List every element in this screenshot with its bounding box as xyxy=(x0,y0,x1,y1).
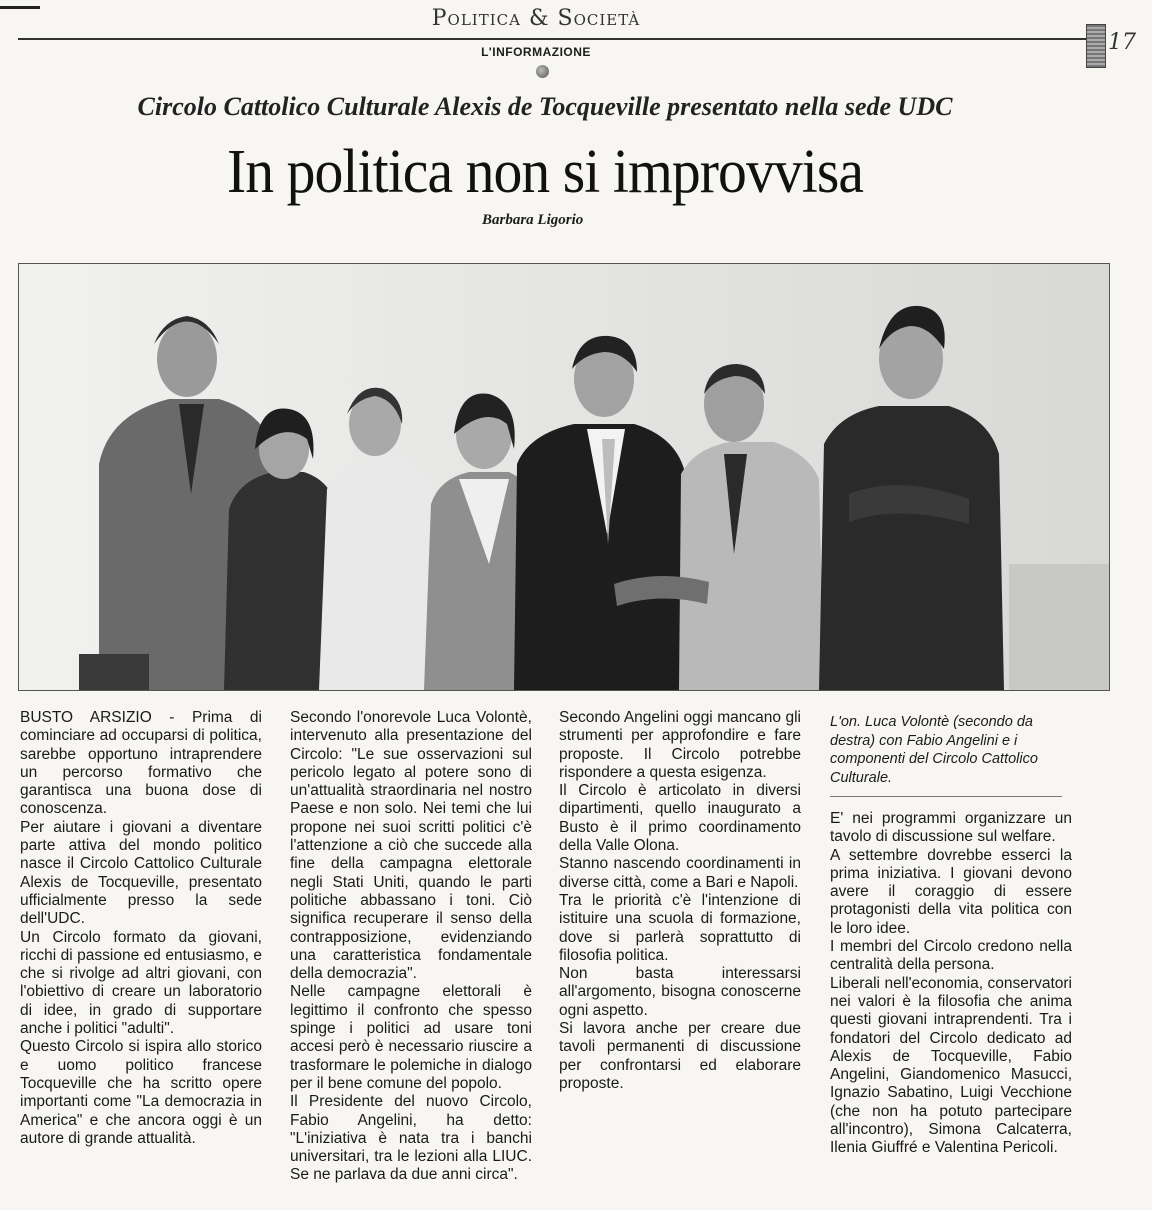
paragraph: E' nei programmi organizzare un tavolo di discussione sul welfare. xyxy=(830,810,1072,846)
paragraph: Stanno nascendo coordinamenti in diverse città, come a Bari e Napoli. xyxy=(559,855,801,891)
paragraph: Un Circolo formato da giovani, ricchi di passione ed entusiasmo, e che si rivolge ad altri giovani, con l'obiettivo di creare un laboratorio di idee, in grado di supportare anche i politici "adulti". xyxy=(20,928,262,1038)
article-byline: Barbara Ligorio xyxy=(482,212,584,228)
paragraph: Non basta interessarsi all'argomento, bisogna conoscerne ogni aspetto. xyxy=(559,965,801,1019)
page-marker xyxy=(1086,24,1106,68)
photo-caption: L'on. Luca Volontè (secondo da destra) con Fabio Angelini e i componenti del Circolo Cattolico Culturale. xyxy=(830,714,1038,786)
article-column-4 xyxy=(830,810,1072,1158)
page-number: 17 xyxy=(1108,30,1136,55)
paragraph: Secondo l'onorevole Luca Volontè, intervenuto alla presentazione del Circolo: "Le sue osservazioni sul pericolo legato al potere sono di un'attualità straordinaria nel nostro Paese e non solo. Nei temi che lui propone nei suoi scritti politici c'è l'attenzione a ciò che succede alla fine della campagna elettorale negli Stati Uniti, quando le parti politiche abbassano i toni. Ciò significa recuperare il senso della contrapposizione, evidenziando una caratteristica fondamentale della democrazia". xyxy=(290,709,532,983)
paragraph: Questo Circolo si ispira allo storico e uomo politico francese Tocqueville che ha scritto opere importanti come "La democrazia in America" e che ancora oggi è un autore di grande attualità. xyxy=(20,1038,262,1147)
article-column-3 xyxy=(559,709,801,1093)
paragraph: Nelle campagne elettorali è legittimo il confronto che spesso spinge i politici ad usare toni accesi però è necessario riuscire a trasformare le polemiche in dialogo per il bene comune del popolo. xyxy=(290,983,532,1092)
section-title: Politica & Società xyxy=(431,6,641,31)
article-kicker: Circolo Cattolico Culturale Alexis de Tocqueville presentato nella sede UDC xyxy=(137,92,953,121)
article-headline: In politica non si improvvisa xyxy=(226,138,864,206)
paragraph: I membri del Circolo credono nella centralità della persona. xyxy=(830,938,1072,974)
publication-name: L'INFORMAZIONE xyxy=(481,45,591,59)
caption-divider xyxy=(830,796,1062,797)
paragraph: Per aiutare i giovani a diventare parte attiva del mondo politico nasce il Circolo Cattolico Culturale Alexis de Tocqueville, presentato ufficialmente presso la sede dell'UDC. xyxy=(20,818,262,928)
group-photo xyxy=(18,263,1110,691)
paragraph: Si lavora anche per creare due tavoli permanenti di discussione per confrontarsi ed elaborare proposte. xyxy=(559,1020,801,1092)
article-column-2 xyxy=(290,709,532,1185)
article-column-1 xyxy=(20,709,262,1148)
paragraph: Il Circolo è articolato in diversi dipartimenti, quello inaugurato a Busto è il primo coordinamento della Valle Olona. xyxy=(559,782,801,855)
paragraph: Liberali nell'economia, conservatori nei valori è la filosofia che anima questi giovani intraprendenti. Tra i fondatori del Circolo dedicato ad Alexis de Tocqueville, Fabio Angelini, Giandomenico Masucci, Ignazio Sabatino, Luigi Vecchione (che non ha potuto partecipare all'incontro), Simona Calcaterra, Ilenia Giuffré e Valentina Pericoli. xyxy=(830,974,1072,1157)
paragraph: BUSTO ARSIZIO - Prima di cominciare ad occuparsi di politica, sarebbe opportuno intraprendere un percorso formativo che garantisca una buona dose di conoscenza. xyxy=(20,709,262,818)
paragraph: A settembre dovrebbe esserci la prima iniziativa. I giovani devono avere il coraggio di essere protagonisti della vita politica con le loro idee. xyxy=(830,846,1072,937)
decorative-dot xyxy=(536,65,549,78)
header-rule xyxy=(18,38,1090,40)
paragraph: Il Presidente del nuovo Circolo, Fabio Angelini, ha detto: "L'iniziativa è nata tra i banchi universitari, tra le lezioni alla LIUC. Se ne parlava da due anni circa". xyxy=(290,1093,532,1184)
paragraph: Tra le priorità c'è l'intenzione di istituire una scuola di formazione, dove si parlerà soprattutto di filosofia politica. xyxy=(559,891,801,964)
paragraph: Secondo Angelini oggi mancano gli strumenti per approfondire e fare proposte. Il Circolo potrebbe rispondere a questa esigenza. xyxy=(559,709,801,781)
